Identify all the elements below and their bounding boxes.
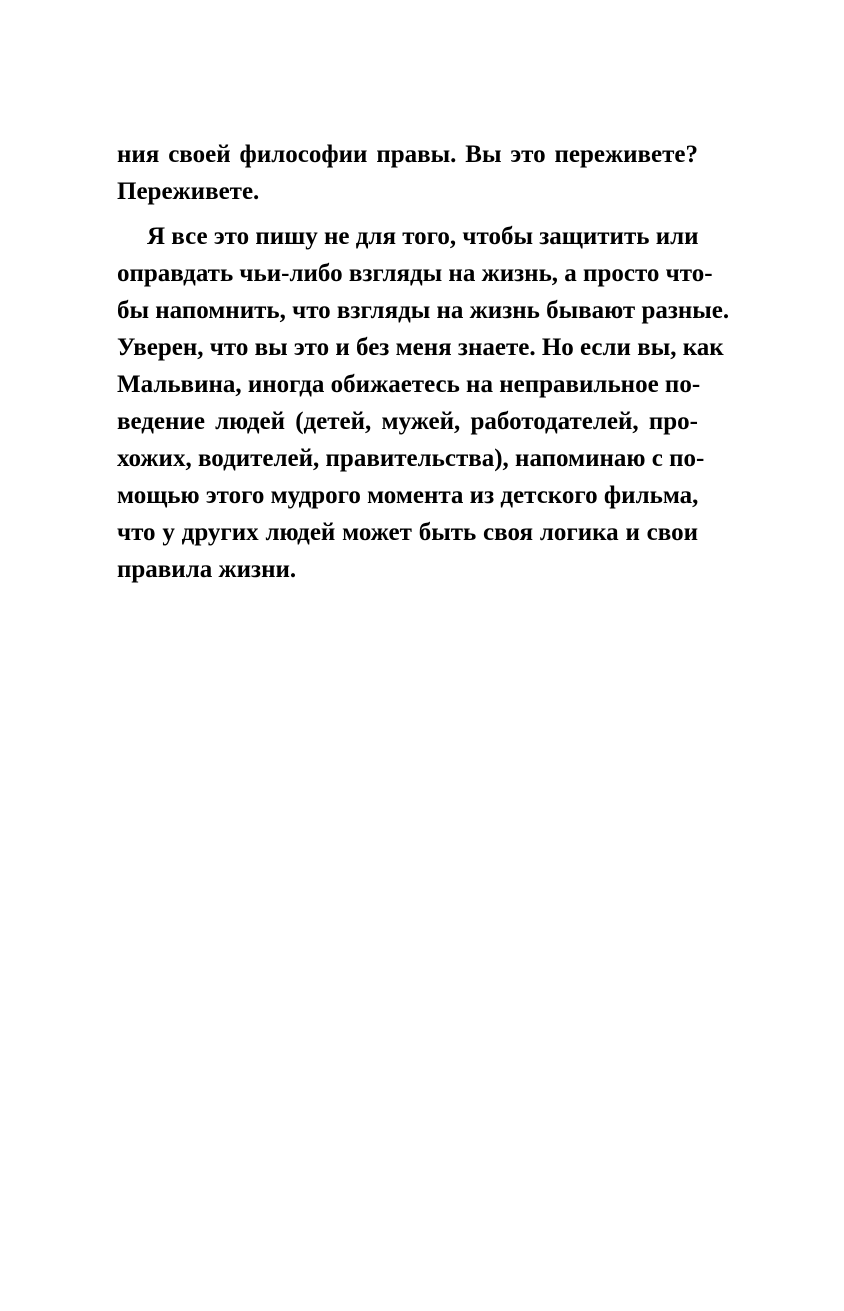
text-line: оправдать чьи-либо взгляды на жизнь, а просто что- xyxy=(117,260,713,287)
text-line: бы напомнить, что взгляды на жизнь бывают разные. xyxy=(117,297,730,324)
text-line: Переживете. xyxy=(117,178,260,205)
text-line: правила жизни. xyxy=(117,556,297,583)
paragraph-1 xyxy=(117,136,698,210)
text-line: Мальвина, иногда обижаетесь на неправильное по- xyxy=(117,371,701,398)
text-line: мощью этого мудрого момента из детского фильма, xyxy=(117,482,699,509)
text-line: что у других людей может быть своя логика и свои xyxy=(117,519,698,546)
body-text xyxy=(117,136,730,588)
text-line: Я все это пишу не для того, чтобы защитить или xyxy=(147,223,699,250)
paragraph-2 xyxy=(117,218,730,588)
text-line: Уверен, что вы это и без меня знаете. Но если вы, как xyxy=(117,334,724,361)
text-line: хожих, водителей, правительства), напоминаю с по- xyxy=(117,445,705,472)
text-line: ведение людей (детей, мужей, работодателей, про- xyxy=(117,408,698,435)
text-line: ния своей философии правы. Вы это переживете? xyxy=(117,141,698,168)
